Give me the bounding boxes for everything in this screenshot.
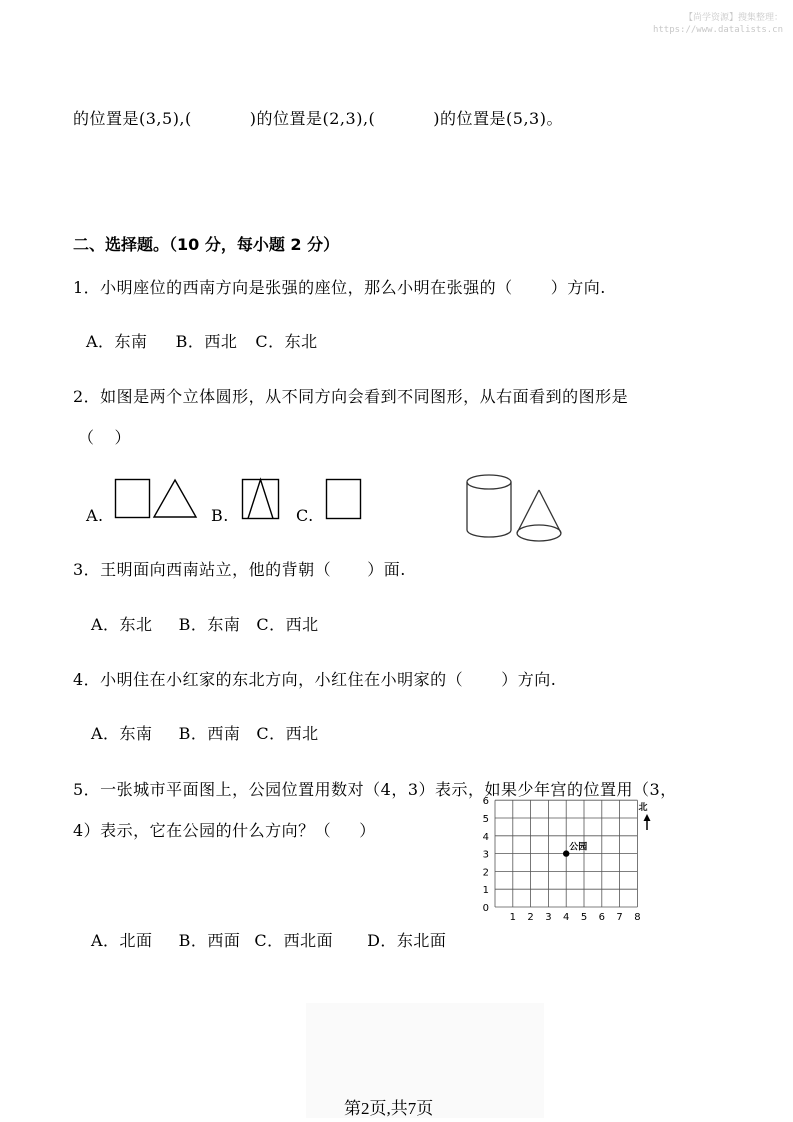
q2-paren-close: ） (114, 428, 132, 447)
q2-option-c-label: C. (296, 506, 314, 525)
x-tick-labels (510, 912, 641, 923)
coordinate-grid (478, 796, 663, 930)
question-5-stem-line2 (73, 818, 376, 841)
q4-stem-b: ）方向. (501, 670, 557, 689)
question-3-stem (73, 557, 406, 580)
x-tick-label: 8 (634, 912, 641, 923)
x-tick-label: 7 (616, 912, 623, 923)
q2-option-a-figure (114, 476, 200, 522)
q1-option-a: A．东南 (86, 332, 148, 351)
question-4-options (91, 721, 319, 744)
top-line-part2: )的位置是(2,3),( (249, 109, 376, 128)
q4-option-a: A．东南 (91, 724, 153, 743)
option-c-square (327, 480, 361, 519)
section-heading: 二、选择题。（10 分，每小题 2 分） (73, 235, 340, 254)
x-tick-label: 5 (580, 912, 588, 923)
cylinder-cone-figure (460, 470, 570, 546)
q2-option-c-figure (324, 476, 364, 522)
y-tick-label: 5 (482, 814, 489, 825)
q4-option-b: B．西南 (178, 724, 241, 743)
north-label: 北 (638, 803, 648, 813)
q2-option-b-figure (240, 476, 282, 522)
x-tick-label: 6 (598, 912, 605, 923)
y-tick-labels (483, 796, 489, 914)
top-line-part1: 的位置是(3,5),( (73, 109, 192, 128)
q5-stem-line2a: 4）表示，它在公园的什么方向？（ (73, 821, 332, 840)
q1-stem-a: 1．小明座位的西南方向是张强的座位，那么小明在张强的（ (73, 278, 513, 297)
north-arrow-head (644, 814, 651, 821)
q3-option-c: C．西北 (256, 615, 319, 634)
q5-option-c: C．西北面 (254, 931, 334, 950)
top-line-part3: )的位置是(5,3)。 (433, 109, 563, 128)
y-tick-label: 1 (482, 885, 489, 897)
cylinder-shape (467, 475, 511, 537)
q3-stem-b: ）面. (367, 560, 406, 579)
y-tick-label: 6 (482, 796, 489, 808)
q5-option-d: D．东北面 (367, 931, 447, 950)
x-tick-label: 2 (527, 912, 534, 923)
watermark-line2: https://www.datalists.cn (652, 25, 783, 35)
watermark-line1: 【尚学资源】搜集整理： (683, 13, 783, 23)
q4-stem-a: 4．小明住在小红家的东北方向，小红住在小明家的（ (73, 670, 464, 689)
q1-option-c: C．东北 (255, 332, 318, 351)
question-5-stem-line1: 5．一张城市平面图上，公园位置用数对（4，3）表示，如果少年宫的位置用（3， (73, 780, 677, 799)
option-b-square (243, 480, 279, 519)
q4-option-c: C．西北 (256, 724, 319, 743)
x-tick-label: 4 (563, 912, 570, 923)
option-a-triangle (154, 480, 196, 517)
q2-option-a-label: A. (86, 506, 104, 525)
question-4-stem (73, 667, 556, 690)
q5-option-a: A．北面 (91, 931, 153, 950)
cone-shape (517, 490, 561, 541)
q3-stem-a: 3．王明面向西南站立，他的背朝（ (73, 560, 332, 579)
q3-option-a: A．东北 (91, 615, 153, 634)
question-1-options (86, 329, 318, 352)
option-b-triangle (248, 480, 273, 519)
x-tick-label: 3 (545, 912, 552, 923)
q1-option-b: B．西北 (175, 332, 238, 351)
y-tick-label: 4 (482, 831, 489, 843)
question-5-options (91, 928, 446, 951)
q1-stem-b: ）方向. (550, 278, 606, 297)
question-2-stem: 2．如图是两个立体圆形，从不同方向会看到不同图形，从右面看到的图形是 (73, 387, 629, 406)
option-a-square (116, 480, 150, 518)
top-line (73, 106, 563, 129)
watermark (653, 12, 783, 36)
page-number: 第2页,共7页 (344, 1099, 434, 1118)
q2-option-b-label: B. (211, 506, 229, 525)
y-tick-label: 0 (482, 903, 489, 914)
question-3-options (91, 612, 319, 635)
park-label: 公园 (569, 842, 588, 853)
q5-option-b: B．西面 (178, 931, 241, 950)
north-arrow (638, 801, 650, 830)
y-tick-label: 3 (482, 849, 489, 861)
question-1-stem (73, 275, 606, 298)
x-tick-label: 1 (509, 912, 516, 923)
question-2-paren (78, 425, 131, 448)
q2-paren-open: （ (78, 428, 95, 447)
y-tick-label: 2 (482, 867, 489, 879)
q3-option-b: B．东南 (178, 615, 241, 634)
q5-stem-line2b: ） (359, 821, 376, 840)
